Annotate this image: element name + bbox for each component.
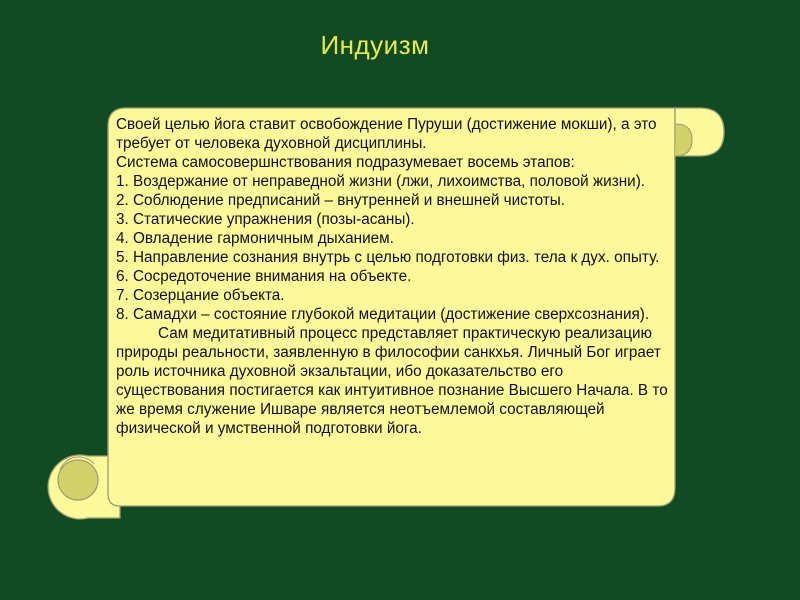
scroll-line: 7. Созерцание объекта. (116, 287, 285, 304)
scroll-line: Своей целью йога ставит освобождение Пуруши (достижение мокши), а это требует от человека духовной дисциплины. (116, 116, 657, 152)
scroll-line: 4. Овладение гармоничным дыханием. (116, 230, 394, 247)
scroll-line: 5. Направление сознания внутрь с целью подготовки физ. тела к дух. опыту. (116, 249, 660, 266)
scroll-line: 6. Сосредоточение внимания на объекте. (116, 268, 412, 285)
scroll-line: Система самосовершнствования подразумевает восемь этапов: (116, 154, 575, 171)
scroll-bottom-curl (58, 460, 98, 500)
slide-title: Индуизм (320, 30, 430, 60)
closing-paragraph: Сам медитативный процесс представляет практическую реализацию природы реальности, заявленную в философии санкхья. Личный Бог играет роль источника духовной экзальтации, ибо доказательство его существования постигается как интуитивное познание Высшего Начала. В то же время служение Ишваре является неотъемлемой составляющей физической и умственной подготовки йога. (116, 325, 668, 437)
scroll-text (116, 115, 676, 438)
scroll-line: 1. Воздержание от неправедной жизни (лжи, лихоимства, половой жизни). (116, 173, 646, 190)
scroll-line: 3. Статические упражнения (позы-асаны). (116, 211, 415, 228)
scroll-line: 8. Самадхи – состояние глубокой медитации (достижение сверхсознания). (116, 306, 650, 323)
scroll-line: 2. Соблюдение предписаний – внутренней и внешней чистоты. (116, 192, 566, 209)
